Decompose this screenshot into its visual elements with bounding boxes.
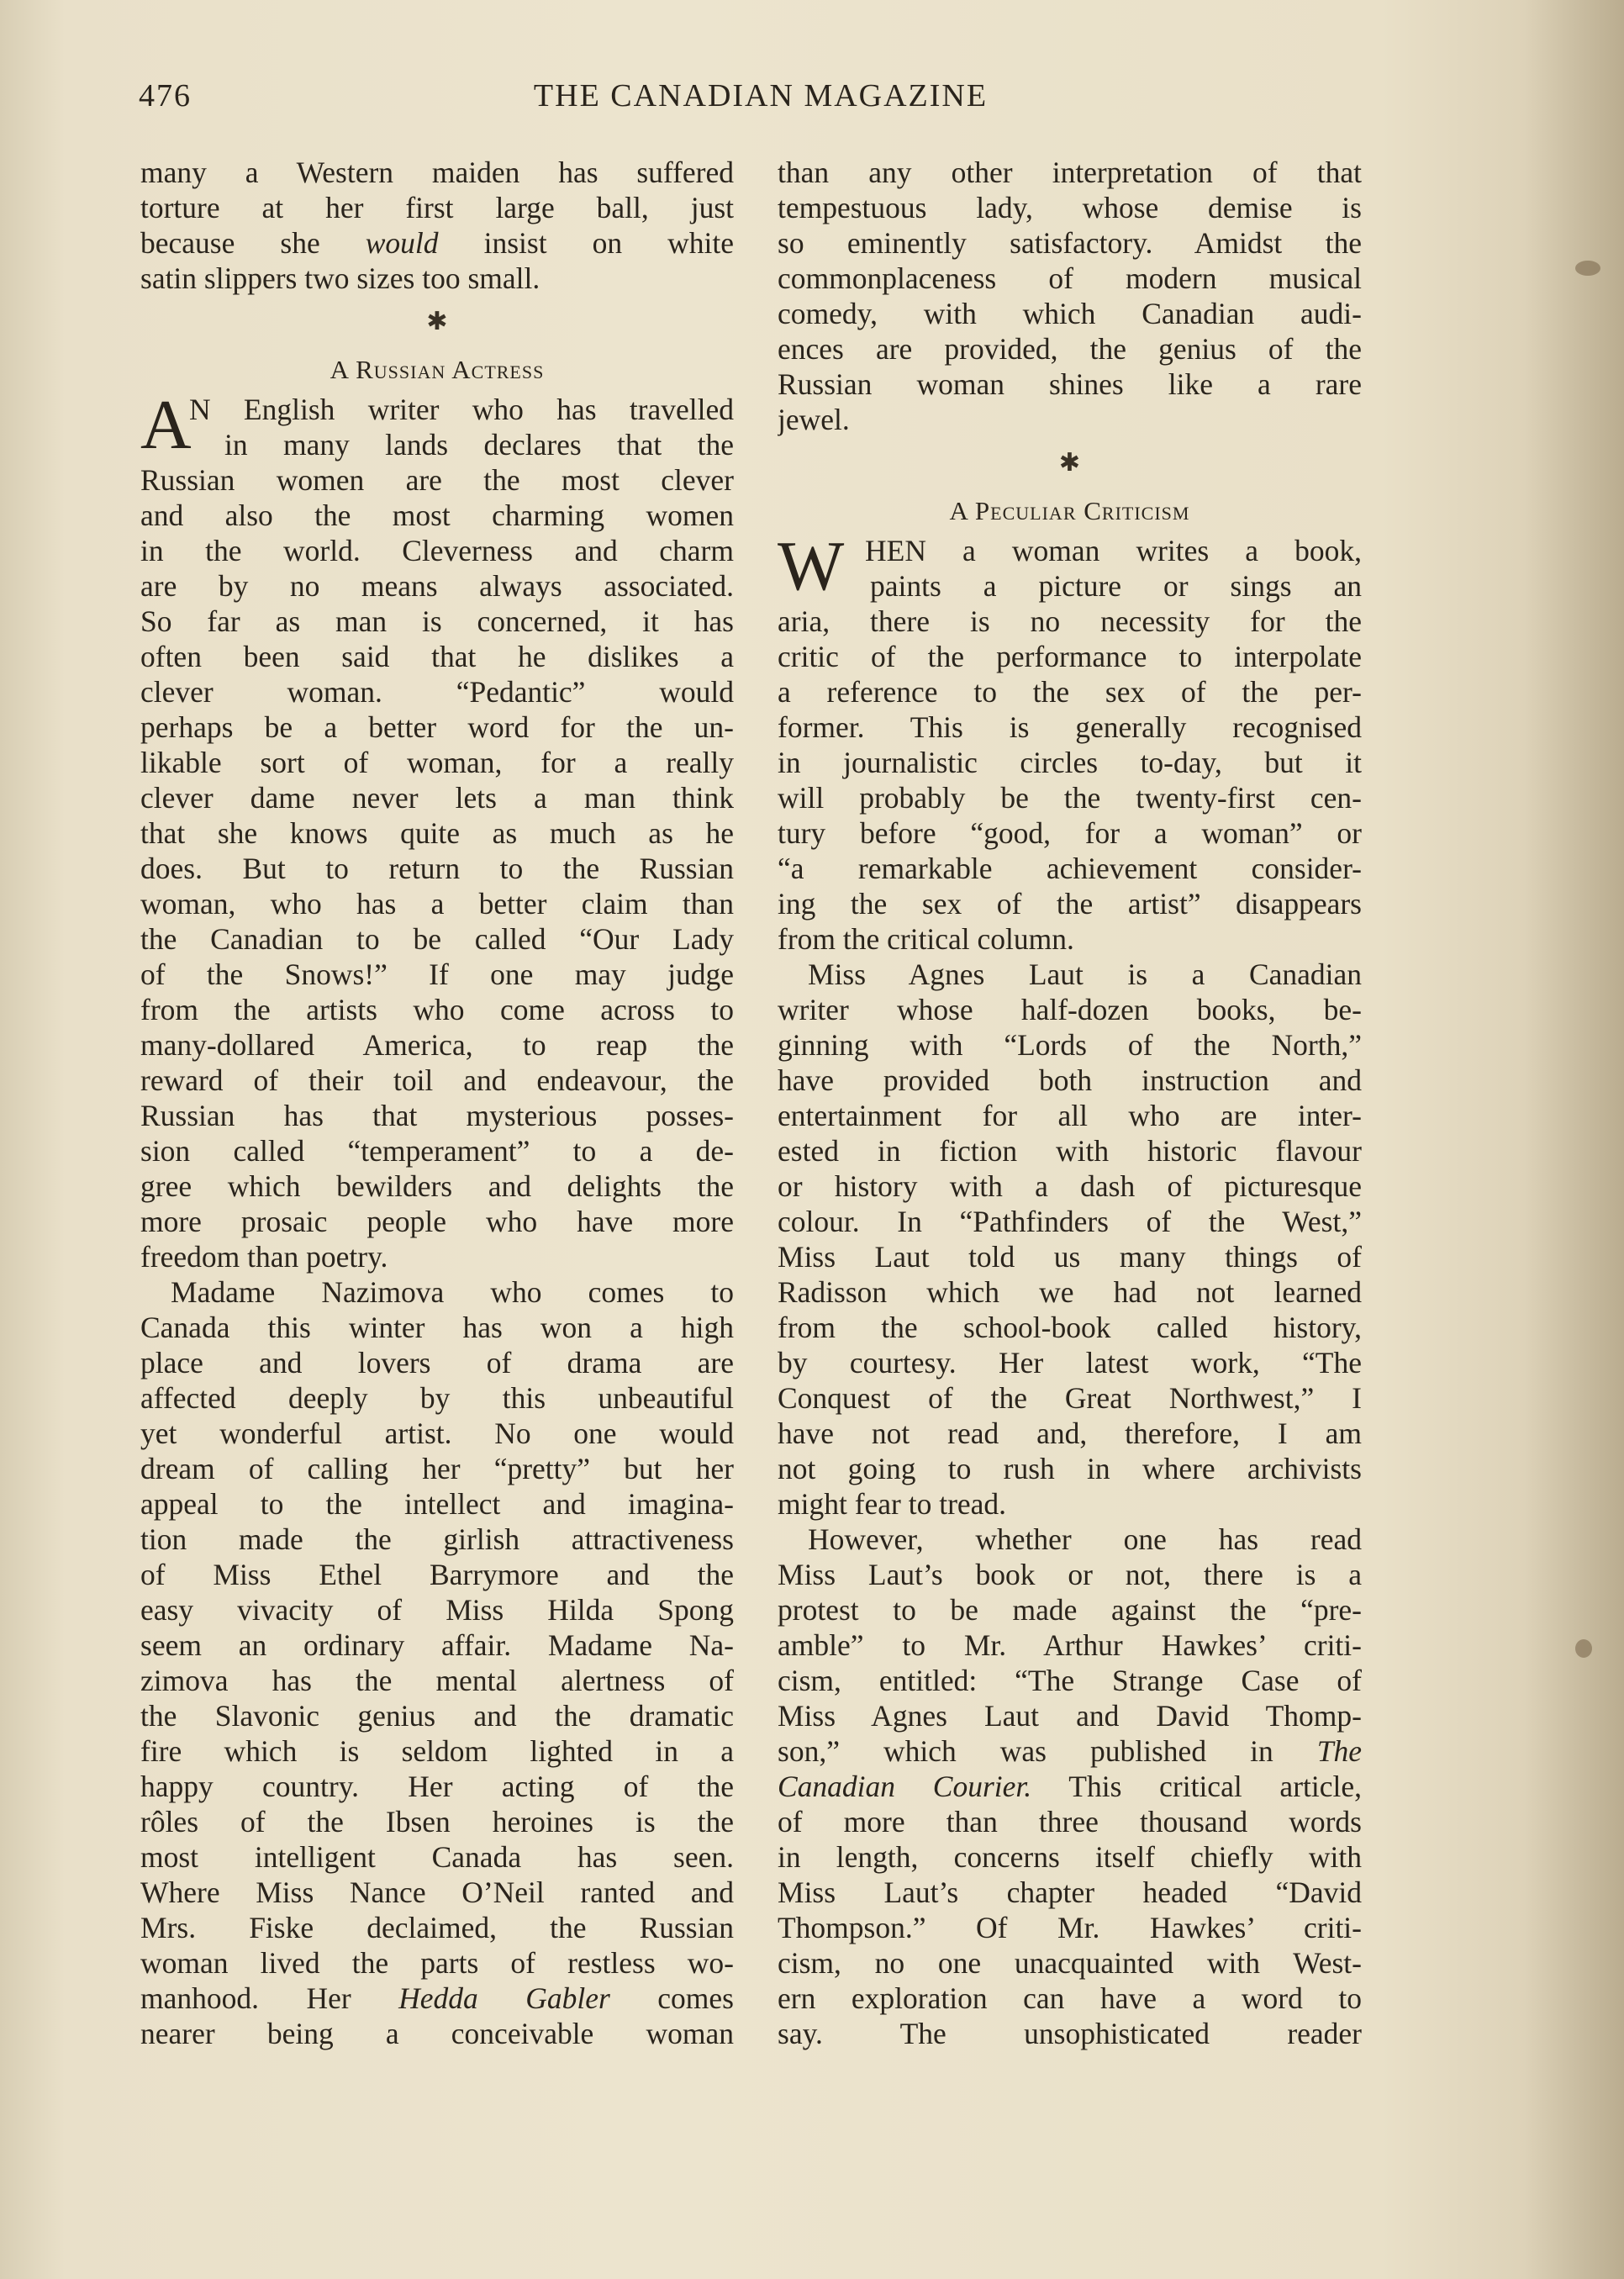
text-line: than any other interpretation of that [778,156,1362,189]
text-line: Conquest of the Great Northwest,” I [778,1381,1362,1415]
text-line: ginning with “Lords of the North,” [778,1028,1362,1062]
section-heading-russian-actress: A Russian Actress [330,355,545,384]
text-line: Mrs. Fiske declaimed, the Russian [140,1911,734,1944]
text-line: a reference to the sex of the per- [778,675,1362,709]
text-line: However, whether one has read [808,1522,1362,1556]
text-line: because she would insist on white [140,226,734,260]
magazine-title: THE CANADIAN MAGAZINE [533,78,989,113]
text-line: in length, concerns itself chiefly with [778,1840,1362,1874]
binding-stain [1575,261,1600,276]
text-line: Russian woman shines like a rare [778,367,1362,401]
text-line: rôles of the Ibsen heroines is the [140,1805,734,1838]
page-number: 476 [139,78,192,113]
text-line: in many lands declares that the [224,428,734,462]
section-heading-peculiar-criticism: A Peculiar Criticism [949,496,1190,525]
text-line: dream of calling her “pretty” but her [140,1452,734,1485]
text-line: ing the sex of the artist” disappears [778,887,1362,921]
left-column [140,155,734,2051]
text-line: Miss Agnes Laut is a Canadian [808,957,1362,991]
text-line: ested in fiction with historic flavour [778,1134,1362,1168]
text-line: Miss Agnes Laut and David Thomp- [778,1699,1362,1733]
paragraph-nazimova [140,1274,734,2051]
text-line: son,” which was published in The [778,1734,1362,1768]
text-line: gree which bewilders and delights the [140,1169,734,1203]
asterism-divider: ✱ [426,308,448,335]
text-line: perhaps be a better word for the un- [140,710,734,744]
text-line: comedy, with which Canadian audi- [778,297,1362,330]
text-line: colour. In “Pathfinders of the West,” [778,1205,1362,1238]
text-line: amble” to Mr. Arthur Hawkes’ criti- [778,1628,1362,1662]
text-line: clever dame never lets a man think [140,781,734,815]
text-line: in the world. Cleverness and charm [140,534,734,567]
text-line: not going to rush in where archivists [778,1452,1362,1485]
text-line: Radisson which we had not learned [778,1275,1362,1309]
running-head [139,77,1383,119]
text-line: so eminently satisfactory. Amidst the [778,226,1362,260]
text-line: commonplaceness of modern musical [778,261,1362,295]
text-line: have not read and, therefore, I am [778,1416,1362,1450]
text-line: HEN a woman writes a book, [865,534,1362,567]
text-line: critic of the performance to interpolate [778,640,1362,673]
text-line: from the artists who come across to [140,993,734,1026]
text-line: paints a picture or sings an [870,569,1362,603]
text-line: N English writer who has travelled [189,393,734,426]
text-line: Thompson.” Of Mr. Hawkes’ criti- [778,1911,1362,1944]
text-line: many a Western maiden has suffered [140,156,734,189]
text-line: sion called “temperament” to a de- [140,1134,734,1168]
text-line: former. This is generally recognised [778,710,1362,744]
text-line: tury before “good, for a woman” or [778,816,1362,850]
text-line: Russian has that mysterious posses- [140,1099,734,1132]
text-line: writer whose half-dozen books, be- [778,993,1362,1026]
text-line: Where Miss Nance O’Neil ranted and [140,1875,734,1909]
text-line: often been said that he dislikes a [140,640,734,673]
text-line: by courtesy. Her latest work, “The [778,1346,1362,1380]
drop-cap: W [778,527,845,605]
text-line: have provided both instruction and [778,1063,1362,1097]
text-line: Canadian Courier. This critical article, [778,1770,1362,1803]
text-line: nearer being a conceivable woman [140,2017,734,2050]
text-line: most intelligent Canada has seen. [140,1840,734,1874]
text-line: easy vivacity of Miss Hilda Spong [140,1593,734,1627]
text-line: of the Snows!” If one may judge [140,957,734,991]
text-line: many-dollared America, to reap the [140,1028,734,1062]
text-line: of more than three thousand words [778,1805,1362,1838]
text-line: place and lovers of drama are [140,1346,734,1380]
text-line: are by no means always associated. [140,569,734,603]
text-line: aria, there is no necessity for the [778,604,1362,638]
text-line: say. The unsophisticated reader [778,2017,1362,2050]
text-line: woman, who has a better claim than [140,887,734,921]
text-line: from the critical column. [778,922,1074,956]
text-line: torture at her first large ball, just [140,191,734,224]
asterism-divider: ✱ [1058,449,1081,477]
text-line: happy country. Her acting of the [140,1770,734,1803]
text-line: fire which is seldom lighted in a [140,1734,734,1768]
paragraph-agnes-laut [778,957,1362,1522]
text-line: might fear to tread. [778,1487,1007,1521]
text-line: does. But to return to the Russian [140,852,734,885]
text-line: Madame Nazimova who comes to [171,1275,734,1309]
text-line: jewel. [778,403,850,436]
text-line: Russian women are the most clever [140,463,734,497]
text-line: ences are provided, the genius of the [778,332,1362,366]
text-line: Miss Laut’s book or not, there is a [778,1558,1362,1591]
right-column [778,155,1362,2051]
text-line: ern exploration can have a word to [778,1981,1362,2015]
text-line: So far as man is concerned, it has [140,604,734,638]
text-line: protest to be made against the “pre- [778,1593,1362,1627]
text-line: from the school-book called history, [778,1311,1362,1344]
binding-shadow [1523,0,1624,2279]
text-line: that she knows quite as much as he [140,816,734,850]
left-intro-paragraph [140,155,734,296]
drop-cap: A [140,386,192,464]
text-line: Miss Laut’s chapter headed “David [778,1875,1362,1909]
text-line: more prosaic people who have more [140,1205,734,1238]
text-line: the Slavonic genius and the dramatic [140,1699,734,1733]
text-line: the Canadian to be called “Our Lady [140,922,734,956]
paragraph-russian-women [140,386,734,1274]
text-line: “a remarkable achievement consider- [778,852,1362,885]
text-line: reward of their toil and endeavour, the [140,1063,734,1097]
text-line: woman lived the parts of restless wo- [140,1946,734,1980]
text-line: tempestuous lady, whose demise is [778,191,1362,224]
paragraph-hawkes-criticism [778,1522,1362,2051]
text-line: satin slippers two sizes too small. [140,261,540,295]
text-line: freedom than poetry. [140,1240,388,1274]
text-line: Miss Laut told us many things of [778,1240,1362,1274]
text-line: clever woman. “Pedantic” would [140,675,734,709]
text-line: seem an ordinary affair. Madame Na- [140,1628,734,1662]
text-line: Canada this winter has won a high [140,1311,734,1344]
text-line: entertainment for all who are inter- [778,1099,1362,1132]
text-line: and also the most charming women [140,499,734,532]
binding-stain [1575,1639,1592,1658]
text-line: tion made the girlish attractiveness [140,1522,734,1556]
text-line: appeal to the intellect and imagina- [140,1487,734,1521]
text-line: yet wonderful artist. No one would [140,1416,734,1450]
text-line: manhood. Her Hedda Gabler comes [140,1981,734,2015]
text-line: of Miss Ethel Barrymore and the [140,1558,734,1591]
text-line: or history with a dash of picturesque [778,1169,1362,1203]
text-line: cism, entitled: “The Strange Case of [778,1664,1362,1697]
right-intro-paragraph [778,155,1362,437]
text-line: cism, no one unacquainted with West- [778,1946,1362,1980]
text-line: zimova has the mental alertness of [140,1664,734,1697]
text-line: in journalistic circles to-day, but it [778,746,1362,779]
text-line: likable sort of woman, for a really [140,746,734,779]
text-line: will probably be the twenty-first cen- [778,781,1362,815]
paragraph-woman-writes [778,527,1362,957]
text-line: affected deeply by this unbeautiful [140,1381,734,1415]
